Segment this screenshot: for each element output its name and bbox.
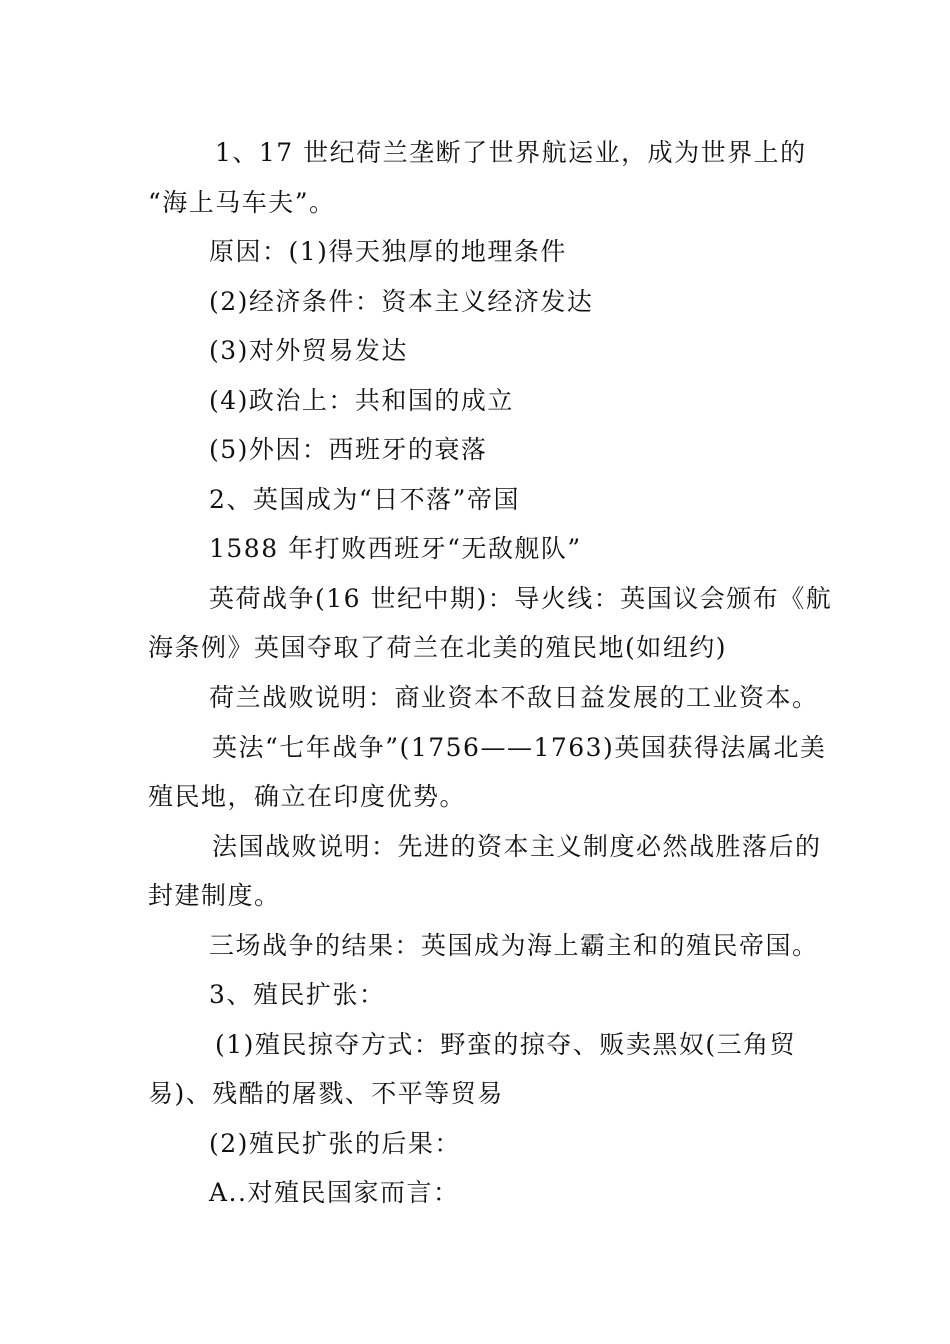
text-line: (4)政治上：共和国的成立	[209, 386, 514, 415]
text-line: 殖民地，确立在印度优势。	[148, 782, 467, 811]
text-line: 三场战争的结果：英国成为海上霸主和的殖民帝国。	[209, 931, 819, 960]
text-line: 易)、残酷的屠戮、不平等贸易	[148, 1079, 504, 1108]
text-line: 英法“七年战争”(1756——1763)英国获得法属北美	[212, 733, 827, 762]
text-line: (1)殖民掠夺方式：野蛮的掠夺、贩卖黑奴(三角贸	[215, 1030, 797, 1059]
text-line: 2、英国成为“日不落”帝国	[209, 485, 520, 514]
text-line: (2)经济条件：资本主义经济发达	[209, 287, 594, 316]
text-line: 英荷战争(16 世纪中期)：导火线：英国议会颁布《航	[209, 584, 833, 613]
text-line: (2)殖民扩张的后果：	[209, 1129, 461, 1158]
text-line: 1588 年打败西班牙“无敌舰队”	[209, 534, 582, 563]
text-line: 荷兰战败说明：商业资本不敌日益发展的工业资本。	[209, 683, 819, 712]
text-line: “海上马车夫”。	[148, 188, 336, 217]
text-line: 封建制度。	[148, 881, 281, 910]
text-line: (3)对外贸易发达	[209, 336, 408, 365]
text-line: 1、17 世纪荷兰垄断了世界航运业，成为世界上的	[215, 138, 807, 167]
text-line: (5)外因：西班牙的衰落	[209, 435, 488, 464]
text-line: 原因：(1)得天独厚的地理条件	[209, 237, 567, 266]
text-line: 海条例》英国夺取了荷兰在北美的殖民地(如纽约)	[148, 633, 728, 662]
text-line: 法国战败说明：先进的资本主义制度必然战胜落后的	[212, 832, 822, 861]
text-line: A..对殖民国家而言：	[209, 1178, 460, 1207]
text-line: 3、殖民扩张：	[209, 980, 386, 1009]
